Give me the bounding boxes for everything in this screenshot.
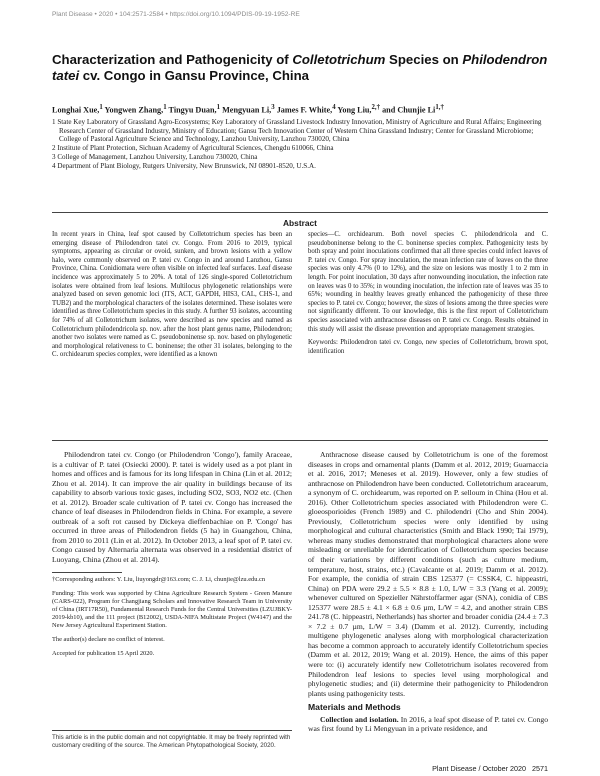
intro-paragraph: Philodendron tatei cv. Congo (or Philodendron 'Congo'), family Araceae, is a cultivar of P. tatei (Osiecki 2000). P. tatei is widely used as a pot plant in homes and offices and is famous for its long lifespan in China (Lin et al. 2012; Zhou et al. 2014). It can improve the air quality in buildings because of its capability to absorb various toxic gases, including SO2, SO3, NO2 etc. (Chen et al. 2012). Broader scale cultivation of P. tatei cv. Congo has increased the chance of leaf diseases in Philodendron fields in China. For example, a severe outbreak of a soft rot caused by Dickeya dieffenbachiae on P. 'Congo' has occurred in three areas of Philodendron fields (5 ha) in Guangzhou, China, from 2010 to 2011 (Lin et al. 2012). In October 2013, a leaf spot of P. tatei cv. Congo caused by Alternaria alternata was observed in a residential district of Luoyang, China (Zhou et al. 2014). (52, 450, 292, 565)
accepted-date: Accepted for publication 15 April 2020. (52, 650, 155, 657)
author-list: Longhai Xue,$^1$ Yongwen Zhang,$^1$ Tingyu Duan,$^1$ Mengyuan Li,$^3$ James F. White,$^4$ Yong Liu,$^{2,\dagger}$ and Chunjie $Li^{1,\dagger}$ (52, 104, 444, 115)
article-title: Characterization and Pathogenicity of Colletotrichum Species on Philodendron tatei cv. Congo in Gansu Province, China (52, 52, 548, 83)
abstract-top-rule (52, 212, 548, 213)
corresponding-authors: †Corresponding authors: Y. Liu, liuyongdr@163.com; C. J. Li, chunjie@lzu.edu.cn (52, 576, 266, 583)
abstract-bottom-rule (52, 440, 548, 441)
affiliation: 3 College of Management, Lanzhou University, Lanzhou 730020, China (52, 152, 258, 161)
open-access-note: This article is in the public domain and not copyrightable. It may be freely reprinted with customary crediting of the source. The American Phytopathological Society, 2020. (52, 734, 291, 749)
running-head: Plant Disease • 2020 • 104:2571-2584 • https://doi.org/10.1094/PDIS-09-19-1952-RE (52, 11, 300, 18)
page-number: 2571 (532, 764, 548, 773)
abstract-heading: Abstract (283, 218, 317, 228)
affiliations (52, 118, 542, 170)
section-heading: Materials and Methods (308, 702, 401, 713)
abstract-left-column: In recent years in China, leaf spot caused by Colletotrichum species has been an emerging disease of Philodendron tatei cv. Congo. From 2016 to 2019, typical symptoms, appearing as circular or ovoid, sunken, and brown lesions with a yellow halo, were commonly observed on P. tatei cv. Congo in and around Lanzhou, Gansu Province, China. Conidiomata were often visible on infected leaf surfaces. Leaf disease incidence was approximately 5 to 20%. A total of 126 single-spored Colletotrichum isolates were obtained from leaf lesions. Multilocus phylogenetic relationships were analyzed based on seven genomic loci (ITS, ACT, GAPDH, HIS3, CAL, CHS-1, and TUB2) and the morphological characters of the isolates determined. These isolates were identified as three Colletotrichum species in this study. A further 93 isolates, accounting for 74% of all Colletotrichum isolates, were described as new species and named as Colletotrichum philodendricola sp. nov. after the host plant genus name, Philodendron; another two isolates were named as C. pseudoboninense sp. nov. based on phylogenetic and morphological relativeness to C. boninense; the other 31 isolates, belonging to the C. orchidearum species complex, were identified as a known (52, 231, 292, 359)
keywords: Keywords: Philodendron tatei cv. Congo, new species of Colletotrichum, brown spot, identification (308, 339, 548, 355)
footnotes (52, 576, 292, 658)
conflict-note: The author(s) declare no conflict of interest. (52, 636, 165, 643)
abstract-right-column: species—C. orchidearum. Both novel species C. philodendricola and C. pseudoboninense belong to the C. boninense species complex. Pathogenicity tests by both spray and point inoculations confirmed that all three species could infect leaves of P. tatei cv. Congo. For spray inoculation, the mean infection rate of leaves on the three species was only 4.7% (0 to 12%), and the size on lesions was mostly 1 to 2 mm in length. For point inoculation, 30 days after nonwounding inoculation, the infection rate on leaves was 0 to 35%; in wounding inoculation, the infection rate of leaves was 35 to 65%; wounding in healthy leaves greatly enhanced the pathogenicity of these three species to P. tatei cv. Congo; however, the sizes of lesions among the three species were not significantly different. To our knowledge, this is the first report of Colletotrichum species associated with anthracnose diseases on P. tatei cv. Congo. Results obtained in this study will assist the disease prevention and appropriate management strategies. Keywords: Philodendron tatei cv. Congo, new species of Colletotrichum, brown spot, identification (308, 231, 548, 355)
funding-note: Funding: This work was supported by China Agriculture Research System - Green Manure (CARS-022), Program for Changjiang Scholars and Innovative Research Team in University of China (IRT17R50), Fundamental Research Funds for the Central Universities (LZUJBKY-2019-kb10), and the 111 project (B12002), USDA-NIFA Multistate Project (W4147) and the New Jersey Agricultural Experiment Station. (52, 590, 292, 629)
intro-paragraph: Anthracnose disease caused by Colletotrichum is one of the foremost diseases in crops and ornamental plants (Damm et al. 2012, 2019; Guarnaccia et al. 2016, 2017; Meneses et al. 2019). However, only a few studies of anthracnose on Philodendron have been conducted. Colletotrichum aracearum, a synonym of C. orchidearum, was reported on P. selloum in China (Hou et al. 2016). Other Colletotrichum species associated with Philodendron were C. gloeosporioides (French 1989) and C. philodendri (Cho and Shin 2004). Previously, Colletotrichum species were only identified by using morphological and cultural characteristics (Smith and Black 1990; Tai 1979), whereas many studies demonstrated that morphological characters alone were misleading or unreliable for identification of Colletotrichum species because of their variations by different conditions (such as culture medium, temperature, host, strains, etc.) (Cavalcante et al. 2019; Damm et al. 2012). For example, the conidia of strain CBS 125377 (= CSSK4, C. hippeastri, China) on PDA were 29.2 ± 5.5 × 8.8 ± 1.0, L/W = 3.3 (Yang et al. 2009); whenever cultured on Spezieller Nährstoffarmer agar (SNA), conidia of CBS 125377 were 28.5 ± 4.1 × 6.8 ± 0.6 µm, L/W = 4.2, and another strain CBS 241.78 (C. hippeastri, Netherlands) has shorter and broader conidia (24.4 ± 7.3 × 7.2 ± 0.7 µm, L/W = 3.4) (Damm et al. 2012). Currently, including multigene phylogenetic analyses along with morphological characterization has become a common approach to accurately identify Colletotrichum species (Damm et al. 2012, 2019; Wang et al. 2019). Hence, the aims of this paper were to: (i) accurately identify new Colletotrichum isolates recovered from Philodendron leaf lesions to species level using morphological and phylogenetic studies; and (ii) determine their pathogenicity to Philodendron plants using pathogenicity tests. (308, 450, 548, 698)
affiliation: 4 Department of Plant Biology, Rutgers University, New Brunswick, NJ 08901-8520, U.S.A. (52, 161, 316, 170)
page-footer (432, 764, 548, 773)
intro-right-column (308, 450, 548, 734)
subsection-heading: Collection and isolation. (320, 714, 399, 724)
intro-left-column (52, 450, 292, 565)
footer-journal: Plant Disease / October 2020 (432, 764, 526, 773)
open-access-rule (52, 730, 292, 731)
affiliation: 2 Institute of Plant Protection, Sichuan Academy of Agricultural Sciences, Chengdu 610066, China (52, 144, 334, 153)
methods-paragraph: Collection and isolation. In 2016, a leaf spot disease of P. tatei cv. Congo was first found by Li Mengyuan in a private residence, and (308, 714, 548, 734)
affiliation: 1 State Key Laboratory of Grassland Agro-Ecosystems; Key Laboratory of Grassland Livestock Industry Innovation, Ministry of Agriculture and Rural Affairs; Engineering Research Center of Grassland Industry, Ministry of Education; Gansu Tech Innovation Center of Western China Grassland Industry; Center for Grassland Microbiome; College of Pastoral Agriculture Science and Technology, Lanzhou University, Lanzhou 730020, China (52, 118, 542, 144)
footnote-rule (52, 572, 122, 573)
